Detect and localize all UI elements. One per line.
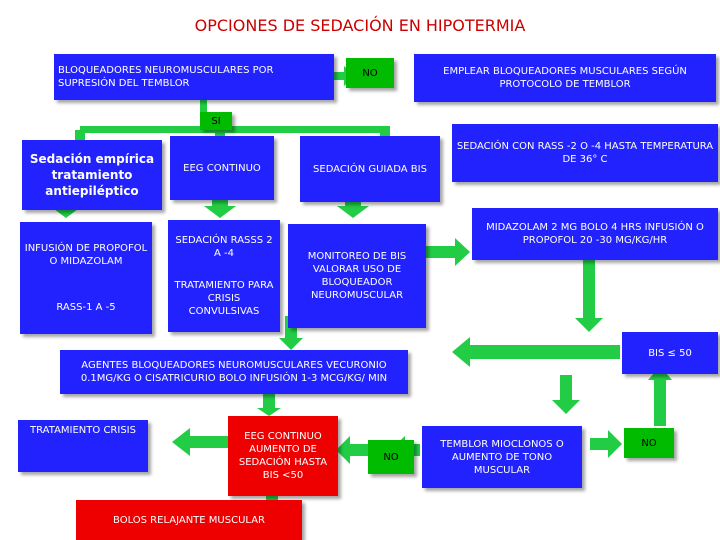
temblor-box: TEMBLOR MIOCLONOS O AUMENTO DE TONO MUSCULAR bbox=[422, 426, 582, 488]
bolos-box: BOLOS RELAJANTE MUSCULAR bbox=[76, 500, 302, 540]
sedacion-rasss-box bbox=[168, 220, 280, 332]
arrow-bis-down bbox=[552, 375, 580, 414]
agentes-box: AGENTES BLOQUEADORES NEUROMUSCULARES VECURONIO 0.1MG/KG O CISATRICURIO BOLO INFUSIÓN 1-3 MCG/KG/ MIN bbox=[60, 350, 408, 394]
arrow-temblor-no bbox=[590, 430, 622, 458]
sedacion-rass-temp-box: SEDACIÓN CON RASS -2 O -4 HASTA TEMPERATURA DE 36° C bbox=[452, 124, 718, 182]
page-title: OPCIONES DE SEDACIÓN EN HIPOTERMIA bbox=[194, 16, 526, 35]
arrow-agentes-down bbox=[257, 394, 281, 416]
arrow-down-mid bbox=[204, 200, 236, 218]
sedacion-empirica-box: Sedación empírica tratamiento antiepiléptico bbox=[22, 140, 162, 210]
midazolam-bolo-box: MIDAZOLAM 2 MG BOLO 4 HRS INFUSIÓN O PROPOFOL 20 -30 MG/KG/HR bbox=[472, 208, 718, 260]
sedacion-guiada-box: SEDACIÓN GUIADA BIS bbox=[300, 136, 440, 202]
arrow-no-right-up bbox=[648, 366, 672, 426]
arrow-eeg-to-crisis bbox=[172, 428, 230, 456]
tratamiento-crisis-conv-text: TRATAMIENTO PARA CRISIS CONVULSIVAS bbox=[174, 280, 274, 318]
tratamiento-crisis-box: TRATAMIENTO CRISIS bbox=[18, 420, 148, 472]
arrow-nomid-to-eeg bbox=[336, 436, 368, 464]
no-right-box: NO bbox=[624, 428, 674, 458]
arrow-midazolam-down bbox=[575, 258, 603, 332]
arrow-down-right bbox=[337, 200, 369, 218]
arrow-si-bar bbox=[80, 126, 390, 133]
si-box: SI bbox=[200, 112, 232, 130]
bloqueadores-box: BLOQUEADORES NEUROMUSCULARES POR SUPRESIÓN DEL TEMBLOR bbox=[54, 54, 334, 100]
monitoreo-bis-box: MONITOREO DE BIS VALORAR USO DE BLOQUEADOR NEUROMUSCULAR bbox=[288, 224, 426, 328]
sedacion-rasss-text: SEDACIÓN RASSS 2 A -4 bbox=[175, 234, 273, 259]
arrow-bis-to-agentes bbox=[452, 337, 620, 367]
emplear-box: EMPLEAR BLOQUEADORES MUSCULARES SEGÚN PROTOCOLO DE TEMBLOR bbox=[414, 54, 716, 102]
eeg-continuo-box: EEG CONTINUO bbox=[170, 136, 274, 200]
eeg-aumento-box: EEG CONTINUO AUMENTO DE SEDACIÓN HASTA BIS <50 bbox=[228, 416, 338, 496]
no-top-box: NO bbox=[346, 58, 394, 88]
bis-label-box: BIS ≤ 50 bbox=[622, 332, 718, 374]
rass-range-text: RASS-1 A -5 bbox=[56, 301, 116, 313]
infusion-propofol-text: INFUSIÓN DE PROPOFOL O MIDAZOLAM bbox=[24, 243, 148, 268]
no-mid-box: NO bbox=[368, 440, 414, 474]
arrow-to-midazolam bbox=[425, 238, 470, 266]
infusion-box bbox=[20, 222, 152, 334]
